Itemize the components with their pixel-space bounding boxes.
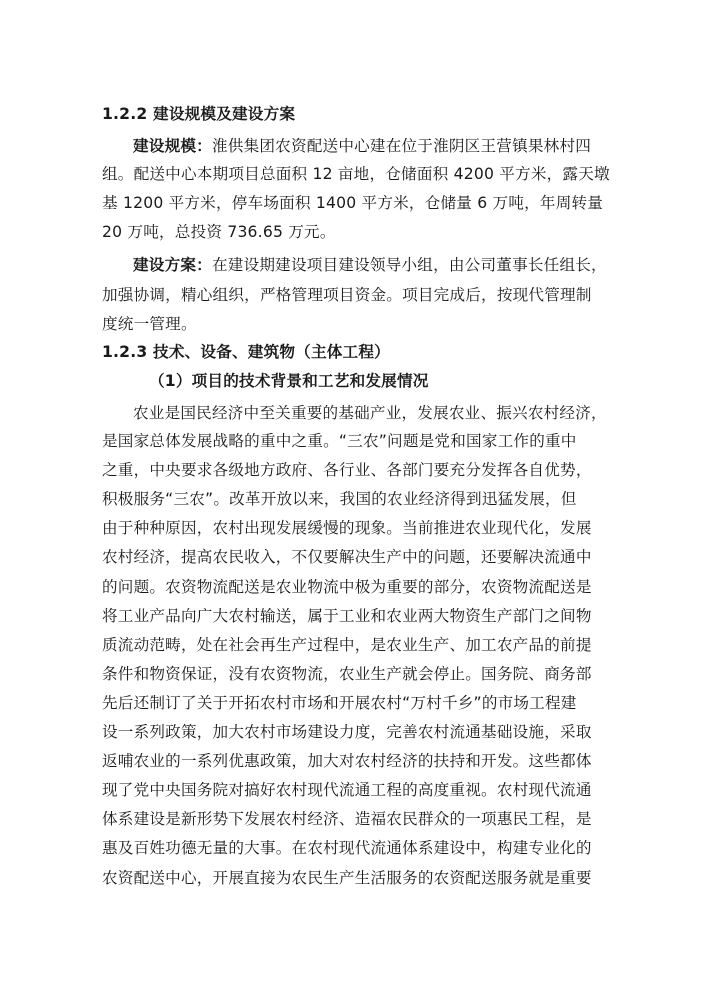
scale-paragraph-line-3: 基 1200 平方米，停车场面积 1400 平方米，仓储量 6 万吨，年周转量 (102, 194, 604, 212)
body-line: 条件和物资保证，没有农资物流，农业生产就会停止。国务院、商务部 (102, 665, 592, 683)
body-line: 之重，中央要求各级地方政府、各行业、各部门要充分发挥各自优势， (102, 461, 592, 479)
body-line: 由于种种原因，农村出现发展缓慢的现象。当前推进农业现代化，发展 (102, 519, 592, 537)
body-line: 积极服务“三农”。改革开放以来，我国的农业经济得到迅猛发展，但 (102, 490, 577, 508)
body-line: 设一系列政策，加大农村市场建设力度，完善农村流通基础设施，采取 (102, 723, 592, 741)
body-line: 的问题。农资物流配送是农业物流中极为重要的部分，农资物流配送是 (102, 578, 592, 596)
body-line: 先后还制订了关于开拓农村市场和开展农村“万村千乡”的市场工程建 (102, 694, 577, 712)
body-line: 农村经济，提高农民收入，不仅要解决生产中的问题，还要解决流通中 (102, 548, 592, 566)
scale-label: 建设规模： (133, 137, 212, 155)
body-line: 体系建设是新形势下发展农村经济、造福农民群众的一项惠民工程，是 (102, 810, 592, 828)
plan-paragraph-line-2: 加强协调，精心组织，严格管理项目资金。项目完成后，按现代管理制 (102, 286, 592, 304)
body-line: 是国家总体发展战略的重中之重。“三农”问题是党和国家工作的重中 (102, 432, 577, 450)
section-heading-1-2-3: 1.2.3 技术、设备、建筑物（主体工程） (102, 343, 390, 361)
body-line: 农资配送中心，开展直接为农民生产生活服务的农资配送服务就是重要 (102, 869, 592, 887)
body-line: 质流动范畴，处在社会再生产过程中，是农业生产、加工农产品的前提 (102, 636, 592, 654)
body-line: 返哺农业的一系列优惠政策，加大对农村经济的扶持和开发。这些都体 (102, 752, 592, 770)
scale-paragraph-line-2: 组。配送中心本期项目总面积 12 亩地，仓储面积 4200 平方米，露天墩 (102, 165, 610, 183)
body-line: 惠及百姓功德无量的大事。在农村现代流通体系建设中，构建专业化的 (102, 839, 592, 857)
plan-paragraph-line-1 (133, 255, 653, 275)
plan-paragraph-line-3: 度统一管理。 (102, 315, 197, 333)
scale-paragraph-line-1 (133, 136, 653, 156)
section-heading-1-2-2: 1.2.2 建设规模及建设方案 (102, 105, 296, 123)
body-line: 现了党中央国务院对搞好农村现代流通工程的高度重视。农村现代流通 (102, 781, 592, 799)
plan-text-1: 在建设期建设项目建设领导小组，由公司董事长任组长， (211, 256, 607, 274)
scale-text-1: 淮供集团农资配送中心建在位于淮阴区王营镇果林村四 (211, 137, 592, 155)
plan-label: 建设方案： (133, 256, 212, 274)
body-line: 农业是国民经济中至关重要的基础产业，发展农业、振兴农村经济， (133, 404, 607, 422)
scale-paragraph-line-4: 20 万吨，总投资 736.65 万元。 (102, 223, 336, 241)
body-line: 将工业产品向广大农村输送，属于工业和农业两大物资生产部门之间物 (102, 607, 592, 625)
subheading-tech-background: （1）项目的技术背景和工艺和发展情况 (149, 372, 429, 390)
